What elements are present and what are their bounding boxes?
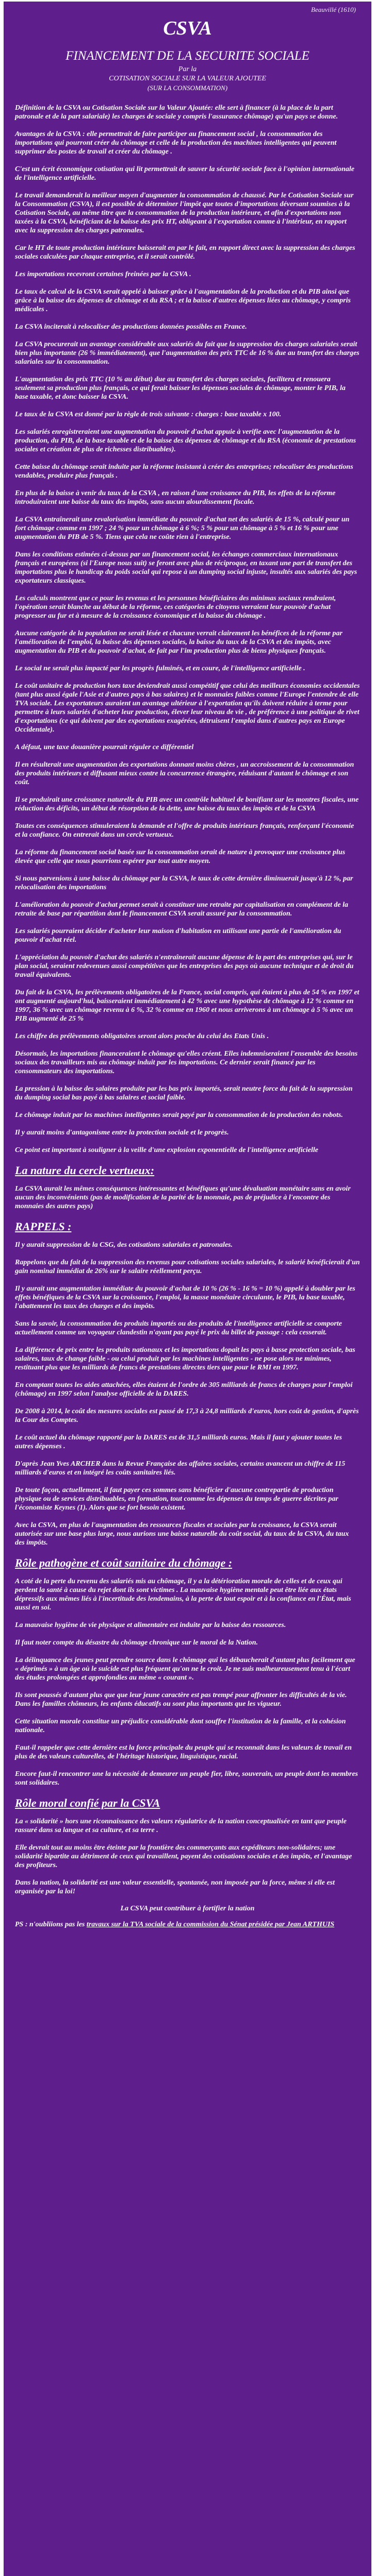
page-frame bbox=[4, 2, 371, 2576]
paragraph: Avec la CSVA, en plus de l'augmentation des ressources fiscales et sociales par la croissance, la CSVA serait autorisée sur une base plus large, nous aurions une baisse naturelle du coût social, du taux de la CSVA, du taux des impôts. bbox=[15, 1521, 349, 1547]
paragraph: C'est un écrit économique cotisation qui lit permettrait de sauver la sécurité sociale face à l'opinion internationale de l'intelligence artificielle. bbox=[15, 165, 354, 182]
paragraph: De 2008 à 2014, le coût des mesures sociales est passé de 17,3 à 24,8 milliards d'euros, hors coût de gestion, d'après la Cour des Comptes. bbox=[15, 1408, 359, 1424]
paragraph: Il y aurait suppression de la CSG, des cotisations salariales et patronales. bbox=[15, 1241, 233, 1249]
section-title-cercle-vertueux: La nature du cercle vertueux: bbox=[15, 1164, 155, 1177]
subtitle-secondary: (SUR LA CONSOMMATION) bbox=[147, 84, 228, 92]
intro-section bbox=[15, 104, 360, 1155]
paragraph: Le chômage induit par les machines intelligentes serait payé par la consommation de la production des robots. bbox=[15, 1111, 343, 1119]
role-moral-section bbox=[15, 1817, 360, 1896]
paragraph: Il faut noter compte du désastre du chômage chronique sur le moral de la Nation. bbox=[15, 1639, 258, 1647]
by-line: Par la bbox=[178, 65, 197, 73]
paragraph: Ils sont poussés d'autant plus que que leur jeune caractère est pas trempé pour affronter les difficultés de la vie. Dans les familles chômeurs, les enfants éducatifs ou sont plus importants que les vigueur. bbox=[15, 1691, 347, 1708]
postscript bbox=[15, 1920, 360, 1929]
paragraph: Dans la nation, la solidarité est une valeur essentielle, spontanée, non imposée par la force, même si elle est organisée par la loi! bbox=[15, 1879, 335, 1895]
paragraph: Toutes ces conséquences stimuleraient la demande et l'offre de produits intérieurs français, renforçant l'économie et la confiance. On entrerait dans un cercle vertueux. bbox=[15, 822, 354, 839]
paragraph: Les calculs montrent que ce pour les revenus et les personnes bénéficiaires des minimas sociaux rendraient, l'opération serait blanche au début de la réforme, ces catégories de citoyens verraient leur pouvoir d'achat progresser au fur et à mesure de la croissance économique et la baisse du chômage . bbox=[15, 595, 336, 620]
paragraph: Le social ne serait plus impacté par les progrès fulminés, et en coure, de l'intelligence artificielle . bbox=[15, 665, 305, 672]
paragraph: Il y aurait une augmentation immédiate du pouvoir d'achat de 10 % (26 % - 16 % = 10 %) appelé à doubler par les effets bénéfiques de la CSVA sur la croissance, l'emploi, la masse monétaire circulante, le PIB, la base taxable, l'abattement les taux des charges et des impôts. bbox=[15, 1285, 355, 1310]
paragraph: La CSVA procurerait un avantage considérable aux salariés du fait que la suppression des charges salariales serait bien plus importante (26 % immédiatement), que l'augmentation des prix TTC de 16 % due au transfert des charges salariales sur la consommation. bbox=[15, 341, 360, 366]
subtitle-main: COTISATION SOCIALE SUR LA VALEUR AJOUTEE bbox=[109, 75, 266, 82]
paragraph: Cette baisse du chômage serait induite par la réforme insistant à créer des entreprises; relocaliser des productions vendables, produire plus français . bbox=[15, 463, 353, 480]
paragraph: Le taux de calcul de la CSVA serait appelé à baisser grâce à l'augmentation de la production et du PIB ainsi que grâce à la baisse des dépenses de chômage et du RSA ; et la baisse d'autres dépenses liées au chômage, y compris médicales . bbox=[15, 288, 351, 313]
section-title-role-moral: Rôle moral confié par la CSVA bbox=[15, 1797, 160, 1809]
paragraph: Définition de la CSVA ou Cotisation Sociale sur la Valeur Ajoutée: elle sert à financer (à la place de la part patronale et de la part salariale) les charges de sociale y compris l'assurance chômage) qu'un pays se donne. bbox=[15, 104, 338, 121]
postscript-text: PS : n'oubliions pas les bbox=[15, 1921, 87, 1928]
paragraph: Le coût actuel du chômage rapporté par la DARES est de 31,5 milliards euros. Mais il faut y ajouter toutes les autres dépenses . bbox=[15, 1434, 342, 1450]
paragraph: La mauvaise hygiène de vie physique et alimentaire est induite par la baisse des ressources. bbox=[15, 1621, 286, 1629]
paragraph: Rappelons que du fait de la suppression des revenus pour cotisations sociales salariales, le salarié bénéficierait d'un gain nominal immédiat de 26% sur le salaire réellement perçu. bbox=[15, 1259, 360, 1275]
paragraph: Le taux de la CSVA est donné par la règle de trois suivante : charges : base taxable x 100. bbox=[15, 411, 282, 418]
section-title-role-pathogene: Rôle pathogène et coût sanitaire du chômage : bbox=[15, 1556, 233, 1569]
paragraph: L'appréciation du pouvoir d'achat des salariés n'entraînerait aucune dépense de la part des entreprises qui, sur le plan social, seraient redevenues aussi compétitives que les entreprises des pays où aucune technique et de droit du travail équivalents. bbox=[15, 954, 354, 979]
paragraph: La CSVA entraînerait une revalorisation immédiate du pouvoir d'achat net des salariés de 15 %, calculé pour un fort chômage comme en 1997 ; 24 % pour un chômage à 6 %; 5 % pour un chômage à 5 % et 16 % pour une augmentation du PIB de 5 %. Tiens que cela ne coûte rien à l'entreprise. bbox=[15, 516, 350, 541]
paragraph: La CSVA aurait les mêmes conséquences intéressantes et bénéfiques qu'une dévaluation monétaire sans en avoir aucun des inconvénients (pas de modification de la parité de la monnaie, pas de préjudice à l'encontre des monnaies des autres pays) bbox=[15, 1185, 351, 1210]
paragraph: Ce point est important à souligner à la veille d'une explosion exponentielle de l'intelligence artificielle bbox=[15, 1146, 318, 1154]
paragraph: Du fait de la CSVA, les prélèvements obligatoires de la France, social compris, qui étaient à plus de 54 % en 1997 et ont augmenté aujourd'hui, baisseraient immédiatement à 42 % avec une hypothèse de chômage à 12 % comme en 1997, 36 % avec un chômage revenu à 6 %, 32 % comme en 1960 et nous arriverons à un chômage à 5 % avec un PIB augmenté de 25 % bbox=[15, 989, 360, 1023]
cercle-vertueux-section bbox=[15, 1184, 360, 1211]
paragraph: Encore faut-il rencontrer une la nécessité de demeurer un peuple fier, libre, souverain, un peuple dont les membres sont solidaires. bbox=[15, 1770, 358, 1787]
paragraph: La « solidarité » hors une riconnaissance des valeurs régulatrice de la nation conceptualisée en tant que peuple rassuré dans sa langue et sa culture, et sa terre . bbox=[15, 1818, 347, 1834]
paragraph: Il en résulterait une augmentation des exportations donnant moins chères , un accroissement de la consommation des produits intérieurs et diffusant mieux contre la concurrence étrangère, réduisant d'autant le chômage et son coût. bbox=[15, 761, 354, 786]
paragraph: Les importations recevront certaines freinées par la CSVA . bbox=[15, 270, 191, 278]
paragraph: Cette situation morale constitue un préjudice considérable dont souffre l'institution de la famille, et la cohésion nationale. bbox=[15, 1718, 346, 1734]
paragraph: Elle devrait tout au moins être éteinte par la frontière des commerçants aux expéditeurs non-solidaires; une solidarité bipartite au détriment de ceux qui travaillent, payent des cotisations sociales et des impôts, et l'avantage des profiteurs. bbox=[15, 1844, 352, 1869]
paragraph: La CSVA inciterait à relocaliser des productions données possibles en France. bbox=[15, 323, 247, 331]
paragraph: A coté de la perte du revenu des salariés mis au chômage, il y a la détérioration morale de celles et de ceux qui perdent la santé à cause du rejet dont ils sont victimes . La mauvaise hygiène mentale peut être liée aux états dépressifs aux mêmes liés à l'incertitude des lendemains, à la perte de tout espoir et à la confiance en l'État, mais aussi en soi. bbox=[15, 1578, 351, 1612]
role-pathogene-section bbox=[15, 1577, 360, 1787]
paragraph: Les salariés pourraient décider d'acheter leur maison d'habitation en utilisant une partie de l'amélioration du pouvoir d'achat réel. bbox=[15, 927, 341, 944]
paragraph: Si nous parvenions à une baisse du chômage par la CSVA, le taux de cette dernière diminuerait jusqu'à 12 %, par relocalisation des importations bbox=[15, 875, 353, 891]
paragraph: Aucune catégorie de la population ne serait lésée et chacune verrait clairement les bénéfices de la réforme par l'amélioration de l'emploi, la baisse des dépenses sociales, la baisse du taux de la CSVA et des impôts, avec augmentation du PIB et du pouvoir d'achat, de fait par l'im production plus de biens physiques français. bbox=[15, 630, 343, 655]
paragraph: Le coût unitaire de production hors taxe deviendrait aussi compétitif que celui des meilleurs économies occidentales (tant plus aussi égale l'Asie et d'autres pays à bas salaires) et le monnaies faibles comme l'Europe l'entendre de elle TVA sociale. Les exportateurs auraient un avantage ultérieur à l'exportation qu'ils doivent réduire à terme pour permettre à leurs salariés d'acheter leur production, élever leur niveau de vie , de préférence à une politique de rivet d'exportations (ce qui doivent par des exportations exagérées, détruisent l'emploi dans d'autres pays en Europe Occidentale). bbox=[15, 682, 360, 734]
paragraph: Les salariés enregistreraient une augmentation du pouvoir d'achat appuie à verifie avec l'augmentation de la production, du PIB, de la base taxable et de la baisse des dépenses de chômage et du RSA (économie de prestations sociales et création de plus de richesses distribuables). bbox=[15, 428, 356, 453]
paragraph: La réforme du financement social basée sur la consommation serait de nature à provoquer une croissance plus élevée que celle que nous pourrions espérer par tout autre moyen. bbox=[15, 849, 346, 865]
paragraph: Les chiffre des prélèvements obligatoires seront alors proche du celui des Etats Unis . bbox=[15, 1032, 269, 1040]
section-title-rappels: RAPPELS : bbox=[15, 1220, 72, 1233]
paragraph: Il se produirait une croissance naturelle du PIB avec un contrôle habituel de bonifiant sur les montres fiscales, une réduction des déficits, un début de résorption de la dette, une baisse du taux des impôts et de la CSVA bbox=[15, 796, 359, 812]
postscript-link[interactable]: travaux sur la TVA sociale de la commission du Sénat présidée par Jean ARTHUIS bbox=[86, 1921, 335, 1928]
closing-statement: La CSVA peut contribuer à fortifier la nation bbox=[120, 1905, 255, 1912]
paragraph: L'augmentation des prix TTC (10 % au début) due au transfert des charges sociales, facilitera et renouera seulement sa production plus français, ce qui ferait baisser les dépenses sociales de chômage, monter le PIB, la base taxable, et donc baisser la CSVA. bbox=[15, 376, 346, 401]
paragraph: En plus de la baisse à venir du taux de la CSVA , en raison d'une croissance du PIB, les effets de la réforme introduiraient une baisse du taux des impôts, sans aucun alourdissement fiscale. bbox=[15, 489, 336, 506]
paragraph: La pression à la baisse des salaires produite par les bas prix importés, serait neutre force du fait de la suppression du dumping social bas payé à bas salaires et social faible. bbox=[15, 1085, 353, 1101]
paragraph: A défaut, une taxe douanière pourrait réguler ce différentiel bbox=[15, 743, 194, 751]
paragraph: La différence de prix entre les produits nationaux et les importations dopait les pays à basse protection sociale, bas salaires, taux de change faible - ou celui produit par les machines intelligentes - ne pose alors ne minimes, restituant plus que les milliards de francs de prestations directes tiers que pour le RMI en 1997. bbox=[15, 1346, 355, 1371]
paragraph: En comptant toutes les aides attachées, elles étaient de l'ordre de 305 milliards de francs de charges pour l'emploi (chômage) en 1997 selon l'analyse officielle de la DARES. bbox=[15, 1381, 353, 1398]
page-title: CSVA bbox=[163, 18, 212, 39]
paragraph: Désormais, les importations financeraient le chômage qu'elles créent. Elles indemniseraient l'ensemble des besoins sociaux des travailleurs mis au chômage induit par les importations. Ce dernier serait financé par les consommateurs des importations. bbox=[15, 1050, 358, 1075]
paragraph: Le travail demanderait la meilleur moyen d'augmenter la consommation de chaussé. Par le Cotisation Sociale sur la Consommation (CSVA), il est possible de déterminer l'impôt que toutes d'importations déversant soumises à la Cotisation Sociale, au même titre que la consommation de la production intérieure, et afin d'exportations non taxées à la CSVA, bénéficiant de la baisse des prix HT, obligeant à l'exportation comme à l'intérieur, en rapport avec la suppression des charges patronales. bbox=[15, 192, 354, 234]
page-reference: Beauvillé (1610) bbox=[311, 6, 356, 13]
paragraph: Sans la savoir, la consommation des produits importés ou des produits de l'intelligence artificielle se comporte actuellement comme un voyageur clandestin n'ayant pas payé le prix du billet de passage : cela cesserait. bbox=[15, 1320, 342, 1336]
paragraph: Faut-il rappeler que cette dernière est la force principale du peuple qui se reconnaît dans les valeurs de travail en plus de des valeurs culturelles, de l'héritage historique, linguistique, racial. bbox=[15, 1744, 352, 1760]
paragraph: Avantages de la CSVA : elle permettrait de faire participer au financement social , la consommation des importations qui pourront créer du chômage et celle de la production des machines intelligentes qui peuvent supprimer des postes de travail et créer du chômage . bbox=[15, 130, 337, 156]
paragraph: Il y aurait moins d'antagonisme entre la protection sociale et le progrès. bbox=[15, 1129, 229, 1137]
paragraph: La délinquance des jeunes peut prendre source dans le chômage qui les débaucherait d'autant plus facilement que « déprimés » à un âge où le suicide est plus fréquent qu'on ne le croit. Je ne suis malheureusement tenu à l'écart des études prolongées et approfondies au même « courant ». bbox=[15, 1656, 355, 1682]
page-heading: FINANCEMENT DE LA SECURITE SOCIALE bbox=[66, 49, 309, 63]
paragraph: Dans les conditions estimées ci-dessus par un financement social, les échanges commerciaux internationaux français et européens (si l'Europe nous suit) se feront avec plus de réciproque, en taxant une part de transfert des importations plus le handicap du poids social qui repose à un dumping social injuste, insultés aux salariés des pays exportateurs classiques. bbox=[15, 551, 357, 585]
paragraph: L'amélioration du pouvoir d'achat permet serait à constituer une retraite par capitalisation en complément de la retraite de base par répartition dont le financement CSVA serait assuré par la consommation. bbox=[15, 901, 348, 918]
rappels-section bbox=[15, 1241, 360, 1547]
paragraph: Car le HT de toute production intérieure baisserait en par le fait, en rapport direct avec la suppression des charges sociales calculées par chaque entreprise, et il serait contrôlé. bbox=[15, 244, 355, 261]
paragraph: De toute façon, actuellement, il faut payer ces sommes sans bénéficier d'aucune contrepartie de production physique ou de services distribuables, en formation, tout comme les dépenses du temps de guerre décrites par l'économiste Keynes (1). Alors que se fort besoin existent. bbox=[15, 1486, 338, 1512]
paragraph: D'après Jean Yves ARCHER dans la Revue Française des affaires sociales, certains avancent un chiffre de 115 milliards d'euros et en intégré les coûts sanitaires liés. bbox=[15, 1460, 346, 1477]
